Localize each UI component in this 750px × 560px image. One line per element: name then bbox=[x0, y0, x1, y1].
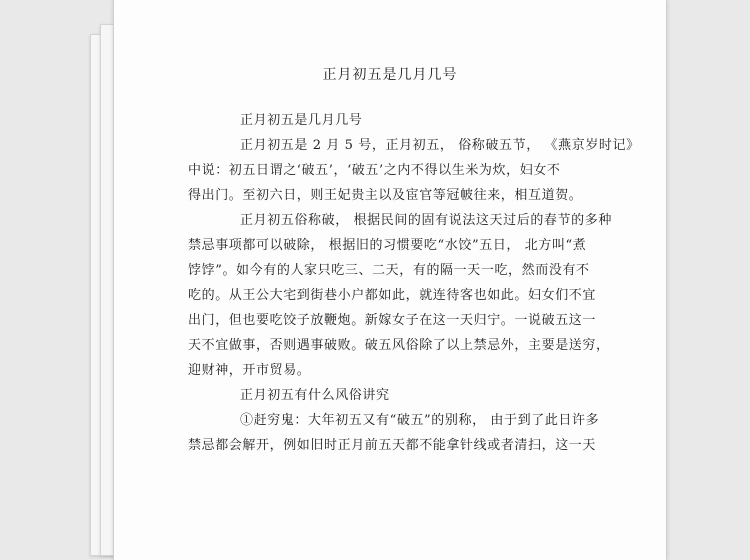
paragraph-line: 中说：初五日谓之‘破五’，‘破五’之内不得以生米为炊，妇女不 bbox=[188, 163, 561, 178]
paragraph-line: ①赶穷鬼：大年初五又有“破五”的别称， 由于到了此日许多 bbox=[240, 413, 600, 428]
paragraph-line: 饽饽”。如今有的人家只吃三、二天，有的隔一天一吃，然而没有不 bbox=[188, 263, 590, 278]
paragraph-line: 出门，但也要吃饺子放鞭炮。新嫁女子在这一天归宁。一说破五这一 bbox=[188, 313, 597, 328]
paragraph-line: 得出门。至初六日，则王妃贵主以及宦官等冠帔往来，相互道贺。 bbox=[188, 188, 583, 203]
document-title: 正月初五是几月几号 bbox=[322, 67, 458, 83]
paragraph-line: 正月初五是几月几号 bbox=[240, 113, 363, 128]
paragraph-line: 迎财神，开市贸易。 bbox=[188, 363, 311, 378]
paragraph-line: 天不宜做事，否则遇事破败。破五风俗除了以上禁忌外，主要是送穷， bbox=[188, 338, 610, 353]
document-body bbox=[188, 108, 640, 458]
paragraph-line: 正月初五俗称破， 根据民间的固有说法这天过后的春节的多种 bbox=[240, 213, 612, 228]
paragraph-line: 吃的。从王公大宅到街巷小户都如此，就连待客也如此。妇女们不宜 bbox=[188, 288, 597, 303]
paragraph-line: 禁忌事项都可以破除， 根据旧的习惯要吃“水饺”五日， 北方叫“煮 bbox=[188, 238, 587, 253]
paragraph-line: 禁忌都会解开，例如旧时正月前五天都不能拿针线或者清扫，这一天 bbox=[188, 438, 597, 453]
paragraph-line: 正月初五有什么风俗讲究 bbox=[240, 388, 390, 403]
paragraph-line: 正月初五是 2 月 5 号，正月初五， 俗称破五节， 《燕京岁时记》 bbox=[240, 138, 640, 153]
document-page bbox=[113, 0, 667, 560]
